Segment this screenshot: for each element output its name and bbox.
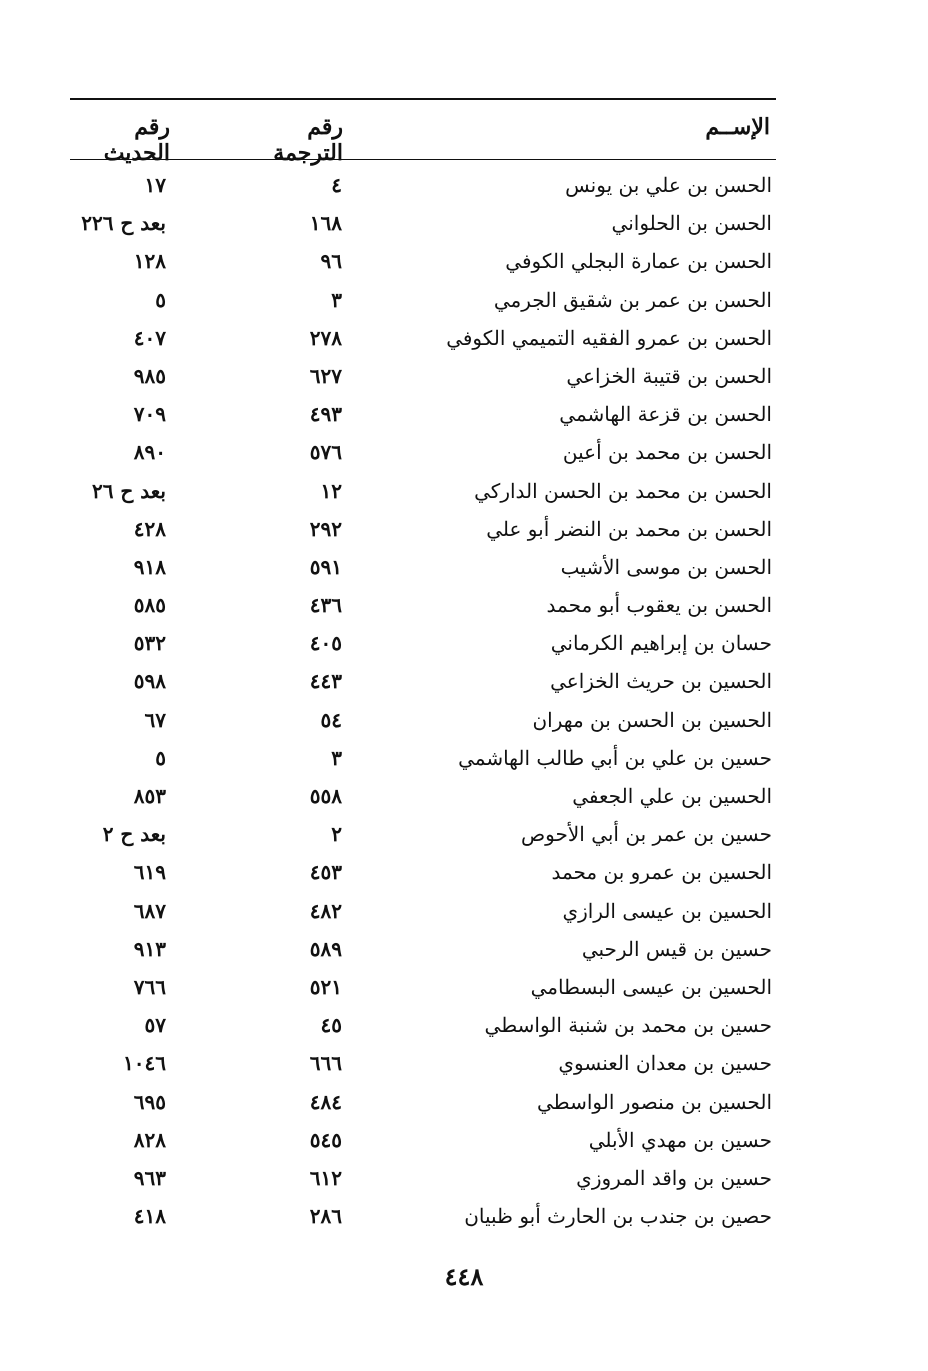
table-row	[70, 358, 776, 396]
entry-name: الحسين بن منصور الواسطي	[537, 1089, 772, 1114]
table-row	[70, 778, 776, 816]
entry-name: الحسين بن علي الجعفي	[572, 784, 772, 808]
table-row	[70, 969, 776, 1007]
table-row	[70, 587, 776, 625]
hadith-number: ٨٩٠	[133, 440, 166, 465]
entry-name: حسين بن محمد بن شنبة الواسطي	[484, 1013, 772, 1038]
table-row	[70, 1007, 776, 1045]
hadith-number: ٦٨٧	[133, 898, 166, 923]
table-row	[70, 625, 776, 663]
tarjama-number: ٩٦	[320, 249, 342, 274]
tarjama-number: ٢٧٨	[309, 325, 342, 350]
table-row	[70, 854, 776, 892]
table-row	[70, 167, 776, 205]
hadith-number: ٥	[155, 287, 166, 312]
hadith-number: ٤٢٨	[133, 516, 166, 541]
table-row	[70, 1160, 776, 1198]
entry-name: الحسن بن عمارة البجلي الكوفي	[505, 249, 772, 274]
hadith-number: ٤١٨	[133, 1204, 166, 1229]
entry-name: الحسن بن محمد بن الحسن الداركي	[474, 478, 772, 503]
tarjama-number: ٥٢١	[309, 974, 342, 999]
hadith-number: ١٢٨	[133, 249, 166, 274]
table-row	[70, 205, 776, 243]
hadith-number: بعد ح ٢	[102, 822, 166, 847]
hadith-number: ٦٧	[144, 707, 166, 732]
entry-name: الحسن بن عمرو الفقيه التميمي الكوفي	[446, 325, 772, 350]
table-row	[70, 549, 776, 587]
table-row	[70, 1122, 776, 1160]
tarjama-number: ٢	[331, 822, 342, 847]
tarjama-number: ٤٣٦	[309, 593, 342, 618]
table-row	[70, 282, 776, 320]
table-row	[70, 1198, 776, 1236]
tarjama-number: ٤٠٥	[309, 631, 342, 656]
hadith-number: ١٠٤٦	[123, 1051, 166, 1076]
entry-name: الحسن بن محمد بن أعين	[562, 440, 772, 465]
tarjama-number: ١٢	[320, 478, 342, 503]
hadith-number: ٧٦٦	[133, 974, 166, 999]
hadith-number: ٥٩٨	[133, 669, 166, 694]
page-number: ٤٤٨	[444, 1262, 484, 1291]
hadith-number: ٨٢٨	[133, 1127, 166, 1152]
hadith-number: ٥	[155, 745, 166, 770]
tarjama-number: ٣	[331, 287, 342, 312]
hadith-number: ٦١٩	[133, 860, 166, 885]
entry-name: حسين بن علي بن أبي طالب الهاشمي	[458, 745, 772, 770]
tarjama-number: ٤٩٣	[309, 402, 342, 427]
tarjama-number: ٢٩٢	[309, 516, 342, 541]
header-tarjama-number: رقم الترجمة	[273, 114, 343, 166]
tarjama-number: ٣	[331, 745, 342, 770]
entry-name: الحسين بن عمرو بن محمد	[551, 860, 772, 885]
tarjama-number: ٢٨٦	[309, 1204, 342, 1229]
entry-name: الحسن بن موسى الأشيب	[560, 554, 772, 579]
entry-name: الحسن بن قزعة الهاشمي	[559, 402, 772, 427]
table-row	[70, 1084, 776, 1122]
table-row	[70, 931, 776, 969]
hadith-number: ٩٨٥	[133, 363, 166, 388]
table-row	[70, 396, 776, 434]
table-row	[70, 893, 776, 931]
table-row	[70, 511, 776, 549]
hadith-number: بعد ح ٢٢٦	[81, 211, 166, 236]
entry-name: الحسين بن عيسى البسطامي	[530, 974, 772, 999]
hadith-number: ٨٥٣	[133, 784, 166, 808]
tarjama-number: ٥٧٦	[309, 440, 342, 465]
tarjama-number: ٤٥٣	[309, 860, 342, 885]
table-row	[70, 243, 776, 281]
table-row	[70, 1045, 776, 1083]
hadith-number: ٩١٨	[133, 554, 166, 579]
tarjama-number: ٤	[331, 173, 342, 197]
hadith-number: ٥٨٥	[133, 593, 166, 618]
entry-name: حسين بن عمر بن أبي الأحوص	[521, 822, 772, 847]
entry-name: حسين بن معدان العنسوي	[558, 1051, 772, 1076]
hadith-number: ٥٣٢	[133, 631, 166, 656]
hadith-number: ٧٠٩	[133, 402, 166, 427]
entry-name: حسين بن مهدي الأبلي	[588, 1127, 772, 1152]
hadith-number: بعد ح ٢٦	[91, 478, 166, 503]
entry-name: الحسين بن الحسن بن مهران	[532, 707, 772, 732]
entry-name: الحسن بن علي بن يونس	[565, 173, 772, 197]
table-row	[70, 320, 776, 358]
entry-name: حسين بن قيس الرحبي	[581, 936, 772, 961]
tarjama-number: ٤٥	[320, 1013, 342, 1038]
hadith-number: ٩١٣	[133, 936, 166, 961]
table-row	[70, 663, 776, 701]
table-row	[70, 473, 776, 511]
tarjama-number: ٦١٢	[309, 1165, 342, 1190]
hadith-number: ١٧	[144, 173, 166, 197]
table-header	[70, 100, 776, 166]
hadith-number: ٥٧	[144, 1013, 166, 1038]
tarjama-number: ١٦٨	[309, 211, 342, 236]
entry-name: الحسين بن حريث الخزاعي	[550, 669, 772, 694]
entry-name: حصين بن جندب بن الحارث أبو ظبيان	[464, 1204, 772, 1229]
tarjama-number: ٤٨٢	[309, 898, 342, 923]
entry-name: حسان بن إبراهيم الكرماني	[550, 631, 772, 656]
tarjama-number: ٦٢٧	[309, 363, 342, 388]
entry-name: الحسن بن الحلواني	[611, 211, 772, 236]
table-body	[70, 167, 776, 1236]
hadith-number: ٩٦٣	[133, 1165, 166, 1190]
entry-name: الحسن بن قتيبة الخزاعي	[566, 363, 772, 388]
tarjama-number: ٥٨٩	[309, 936, 342, 961]
table-row	[70, 816, 776, 854]
table-row	[70, 434, 776, 472]
tarjama-number: ٥٩١	[309, 554, 342, 579]
tarjama-number: ٤٨٤	[309, 1089, 342, 1114]
entry-name: الحسن بن يعقوب أبو محمد	[546, 593, 772, 618]
tarjama-number: ٦٦٦	[309, 1051, 342, 1076]
header-rule	[70, 159, 776, 160]
tarjama-number: ٥٥٨	[309, 784, 342, 808]
hadith-number: ٦٩٥	[133, 1089, 166, 1114]
header-name: الإســم	[705, 114, 770, 140]
tarjama-number: ٤٤٣	[309, 669, 342, 694]
entry-name: حسين بن واقد المروزي	[576, 1165, 772, 1190]
entry-name: الحسين بن عيسى الرازي	[562, 898, 772, 923]
tarjama-number: ٥٤	[320, 707, 342, 732]
entry-name: الحسن بن محمد بن النضر أبو علي	[486, 516, 772, 541]
index-table	[70, 98, 776, 1236]
table-row	[70, 740, 776, 778]
hadith-number: ٤٠٧	[133, 325, 166, 350]
tarjama-number: ٥٤٥	[309, 1127, 342, 1152]
entry-name: الحسن بن عمر بن شقيق الجرمي	[493, 287, 772, 312]
table-row	[70, 702, 776, 740]
header-hadith-number: رقم الحديث	[103, 114, 170, 166]
